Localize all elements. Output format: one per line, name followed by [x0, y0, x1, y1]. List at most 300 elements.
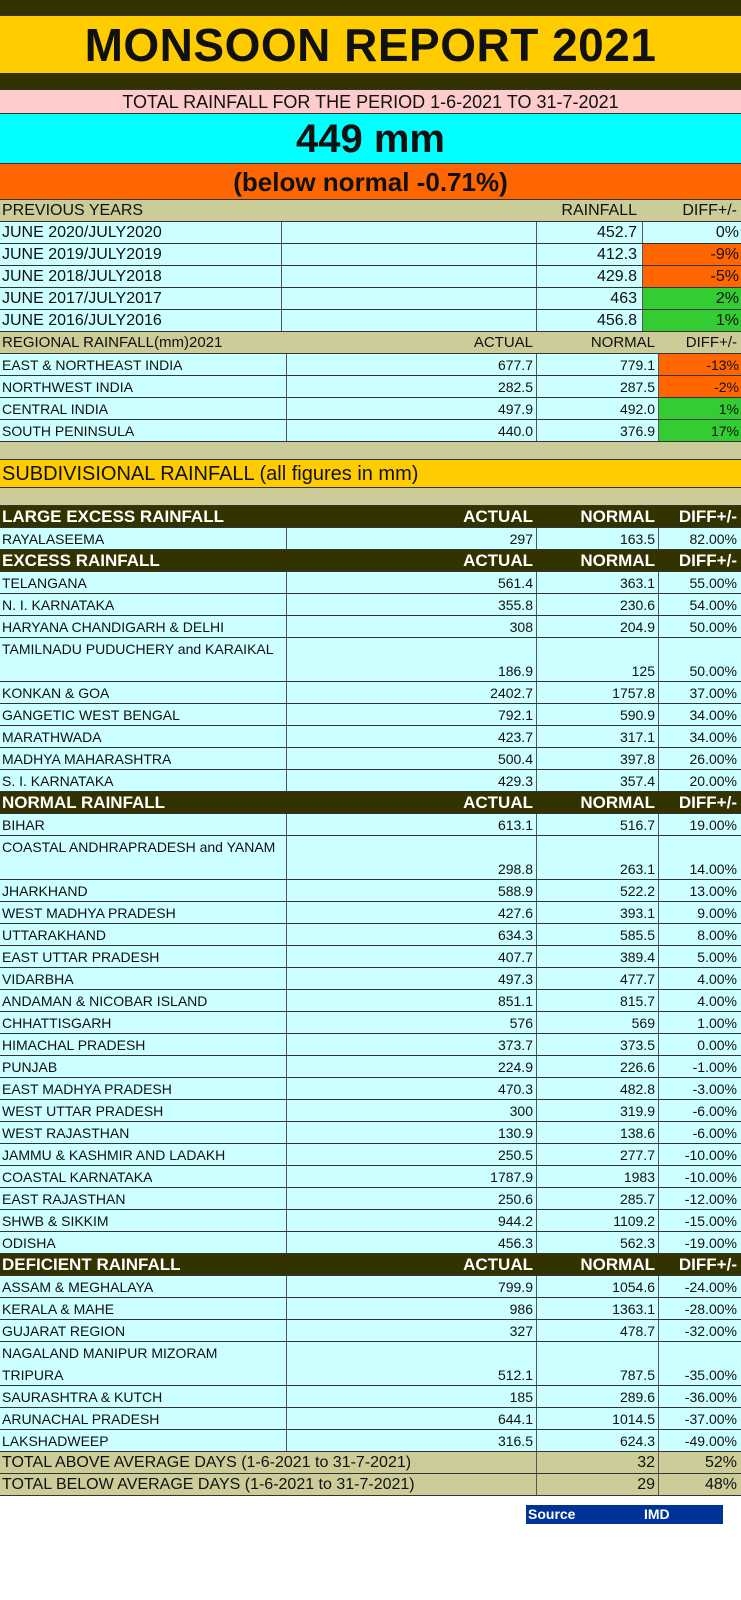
actual-value: 588.9 — [497, 883, 533, 899]
cell-divider — [536, 244, 537, 265]
subdivision-row — [0, 924, 741, 946]
diff-value: -37.00% — [684, 1411, 737, 1427]
cell-divider — [536, 836, 537, 879]
subdivision-row — [0, 1210, 741, 1232]
cell-divider — [536, 1408, 537, 1429]
cell-divider — [658, 1408, 659, 1429]
normal-value: 285.7 — [619, 1191, 655, 1207]
actual-column-header: ACTUAL — [473, 334, 533, 351]
cell-divider — [536, 1012, 537, 1033]
cell-divider — [286, 836, 287, 879]
diff-value: -1.00% — [692, 1059, 737, 1075]
cell-divider — [286, 1342, 287, 1385]
normal-column-header: NORMAL — [580, 1255, 655, 1274]
subdivision-row — [0, 1144, 741, 1166]
cell-divider — [658, 814, 659, 835]
cell-divider — [658, 924, 659, 945]
group-header — [0, 792, 741, 814]
actual-column-header: ACTUAL — [463, 793, 533, 812]
cell-divider — [658, 594, 659, 615]
diff-value: 34.00% — [689, 729, 737, 745]
diff-value: -36.00% — [684, 1389, 737, 1405]
normal-value: 516.7 — [619, 817, 655, 833]
subdivision-row — [0, 1100, 741, 1122]
actual-value: 130.9 — [497, 1125, 533, 1141]
regional-row — [0, 420, 741, 442]
cell-divider — [536, 726, 537, 747]
normal-column-header: NORMAL — [580, 551, 655, 570]
normal-value: 492.0 — [619, 401, 655, 417]
rainfall-value: 412.3 — [596, 246, 637, 263]
total-days-percent: 52% — [704, 1454, 737, 1471]
cell-divider — [286, 1188, 287, 1209]
actual-value: 470.3 — [497, 1081, 533, 1097]
cell-divider — [286, 1166, 287, 1187]
subdivision-label: KERALA & MAHE — [2, 1301, 115, 1317]
subdivision-row — [0, 594, 741, 616]
cell-divider — [658, 420, 659, 441]
normal-value: 319.9 — [619, 1103, 655, 1119]
total-days-count: 29 — [637, 1476, 655, 1493]
actual-value: 644.1 — [497, 1411, 533, 1427]
subdivision-row — [0, 1386, 741, 1408]
cell-divider — [286, 398, 287, 419]
cell-divider — [286, 572, 287, 593]
cell-divider — [536, 1166, 537, 1187]
cell-divider — [286, 1430, 287, 1451]
cell-divider — [658, 376, 659, 397]
diff-value: 37.00% — [689, 685, 737, 701]
subdivision-row — [0, 1122, 741, 1144]
cell-divider — [536, 1144, 537, 1165]
normal-value: 624.3 — [619, 1433, 655, 1449]
cell-divider — [286, 1320, 287, 1341]
normal-value: 562.3 — [619, 1235, 655, 1251]
diff-value: 8.00% — [697, 927, 737, 943]
cell-divider — [536, 222, 537, 243]
cell-divider — [286, 1034, 287, 1055]
subdivision-label: ODISHA — [2, 1235, 56, 1251]
subdivision-row — [0, 814, 741, 836]
previous-years-header — [0, 200, 741, 222]
cell-divider — [536, 682, 537, 703]
cell-divider — [286, 1144, 287, 1165]
totals-rows — [0, 1452, 741, 1496]
subdivision-label: BIHAR — [2, 817, 45, 833]
cell-divider — [286, 1056, 287, 1077]
subdivision-label: ARUNACHAL PRADESH — [2, 1411, 160, 1427]
normal-value: 779.1 — [619, 357, 655, 373]
cell-divider — [536, 1474, 537, 1495]
normal-value: 585.5 — [619, 927, 655, 943]
subdivision-label: ANDAMAN & NICOBAR ISLAND — [2, 993, 208, 1009]
normal-value: 376.9 — [619, 423, 655, 439]
cell-divider — [536, 968, 537, 989]
subdivision-label: JAMMU & KASHMIR AND LADAKH — [2, 1147, 226, 1163]
normal-value: 1363.1 — [612, 1301, 655, 1317]
actual-value: 250.5 — [497, 1147, 533, 1163]
actual-value: 297 — [509, 531, 533, 547]
normal-value: 393.1 — [619, 905, 655, 921]
total-days-label: TOTAL BELOW AVERAGE DAYS (1-6-2021 to 31-7-2021) — [2, 1476, 415, 1493]
cell-divider — [536, 1232, 537, 1253]
actual-value: 944.2 — [497, 1213, 533, 1229]
subdivision-label: ASSAM & MEGHALAYA — [2, 1279, 154, 1295]
cell-divider — [286, 704, 287, 725]
region-label: EAST & NORTHEAST INDIA — [2, 357, 183, 373]
subdivision-row — [0, 880, 741, 902]
regional-row — [0, 354, 741, 376]
normal-value: 287.5 — [619, 379, 655, 395]
previous-years-rows — [0, 222, 741, 332]
cell-divider — [658, 528, 659, 549]
total-days-row — [0, 1474, 741, 1496]
subdivision-label: EAST MADHYA PRADESH — [2, 1081, 172, 1097]
actual-value: 407.7 — [497, 949, 533, 965]
subdivision-row — [0, 1188, 741, 1210]
actual-value: 851.1 — [497, 993, 533, 1009]
subdivision-label: KONKAN & GOA — [2, 685, 110, 701]
actual-value: 316.5 — [497, 1433, 533, 1449]
cell-divider — [536, 1452, 537, 1473]
cell-divider — [658, 946, 659, 967]
region-label: SOUTH PENINSULA — [2, 423, 135, 439]
subdivision-label: WEST UTTAR PRADESH — [2, 1103, 164, 1119]
normal-value: 226.6 — [619, 1059, 655, 1075]
normal-value: 363.1 — [619, 575, 655, 591]
cell-divider — [642, 310, 643, 331]
cell-divider — [286, 902, 287, 923]
subdivision-label: S. I. KARNATAKA — [2, 773, 114, 789]
normal-value: 787.5 — [619, 1367, 655, 1383]
diff-value: -3.00% — [692, 1081, 737, 1097]
rainfall-value: 429.8 — [596, 268, 637, 285]
subdivision-label: HIMACHAL PRADESH — [2, 1037, 146, 1053]
cell-divider — [281, 288, 282, 309]
actual-value: 799.9 — [497, 1279, 533, 1295]
group-heading: EXCESS RAINFALL — [2, 551, 160, 570]
subdivision-label: HARYANA CHANDIGARH & DELHI — [2, 619, 224, 635]
actual-value: 327 — [509, 1323, 533, 1339]
actual-value: 373.7 — [497, 1037, 533, 1053]
subdivision-row — [0, 1430, 741, 1452]
previous-year-row — [0, 222, 741, 244]
subdivision-row — [0, 770, 741, 792]
normal-value: 373.5 — [619, 1037, 655, 1053]
actual-value: 429.3 — [497, 773, 533, 789]
subdivision-label: SHWB & SIKKIM — [2, 1213, 109, 1229]
diff-value: 1% — [658, 398, 741, 419]
group-heading: DEFICIENT RAINFALL — [2, 1255, 181, 1274]
cell-divider — [536, 398, 537, 419]
cell-divider — [286, 748, 287, 769]
subdivision-row — [0, 1166, 741, 1188]
cell-divider — [536, 1298, 537, 1319]
subdivision-row — [0, 572, 741, 594]
subdivision-row — [0, 1320, 741, 1342]
cell-divider — [536, 420, 537, 441]
cell-divider — [286, 1210, 287, 1231]
subdivision-row — [0, 902, 741, 924]
cell-divider — [536, 572, 537, 593]
normal-value: 389.4 — [619, 949, 655, 965]
diff-value: 20.00% — [689, 773, 737, 789]
subdivision-label: N. I. KARNATAKA — [2, 597, 115, 613]
actual-value: 440.0 — [497, 423, 533, 439]
dark-band — [0, 74, 741, 90]
cell-divider — [536, 288, 537, 309]
cell-divider — [658, 572, 659, 593]
cell-divider — [286, 814, 287, 835]
cell-divider — [536, 1210, 537, 1231]
diff-column-header: DIFF+/- — [685, 334, 737, 351]
cell-divider — [536, 528, 537, 549]
group-heading: NORMAL RAINFALL — [2, 793, 166, 812]
diff-value: 9.00% — [697, 905, 737, 921]
year-label: JUNE 2017/JULY2017 — [2, 290, 162, 307]
diff-value: -32.00% — [684, 1323, 737, 1339]
normal-value: 815.7 — [619, 993, 655, 1009]
subdivision-label: MARATHWADA — [2, 729, 102, 745]
actual-value: 500.4 — [497, 751, 533, 767]
cell-divider — [658, 1232, 659, 1253]
cell-divider — [536, 880, 537, 901]
cell-divider — [286, 682, 287, 703]
total-days-percent: 48% — [704, 1476, 737, 1493]
diff-value: -28.00% — [684, 1301, 737, 1317]
cell-divider — [658, 748, 659, 769]
cell-divider — [286, 1408, 287, 1429]
normal-value: 125 — [631, 663, 655, 679]
subdivision-label: GANGETIC WEST BENGAL — [2, 707, 180, 723]
normal-value: 289.6 — [619, 1389, 655, 1405]
normal-value: 569 — [631, 1015, 655, 1031]
diff-value: -35.00% — [684, 1367, 737, 1383]
normal-value: 230.6 — [619, 597, 655, 613]
normal-value: 263.1 — [619, 861, 655, 877]
diff-value: -10.00% — [684, 1169, 737, 1185]
actual-value: 497.3 — [497, 971, 533, 987]
cell-divider — [286, 1122, 287, 1143]
cell-divider — [536, 704, 537, 725]
diff-value: 34.00% — [689, 707, 737, 723]
diff-value: -24.00% — [684, 1279, 737, 1295]
subdivision-row — [0, 682, 741, 704]
cell-divider — [658, 682, 659, 703]
regional-rows — [0, 354, 741, 442]
cell-divider — [281, 266, 282, 287]
cell-divider — [536, 1034, 537, 1055]
diff-value: -9% — [642, 244, 741, 265]
cell-divider — [658, 968, 659, 989]
year-label: JUNE 2020/JULY2020 — [2, 224, 162, 241]
subdivision-label: GUJARAT REGION — [2, 1323, 126, 1339]
group-header — [0, 550, 741, 572]
subdivision-label: VIDARBHA — [2, 971, 74, 987]
previous-year-row — [0, 288, 741, 310]
previous-years-heading: PREVIOUS YEARS — [2, 202, 144, 219]
cell-divider — [658, 990, 659, 1011]
cell-divider — [536, 1320, 537, 1341]
cell-divider — [286, 594, 287, 615]
subdivision-label: MADHYA MAHARASHTRA — [2, 751, 172, 767]
cell-divider — [536, 638, 537, 681]
cell-divider — [536, 1342, 537, 1385]
diff-value: 26.00% — [689, 751, 737, 767]
previous-year-row — [0, 310, 741, 332]
actual-value: 634.3 — [497, 927, 533, 943]
cell-divider — [658, 638, 659, 681]
cell-divider — [536, 1078, 537, 1099]
actual-value: 561.4 — [497, 575, 533, 591]
subdivision-row — [0, 1056, 741, 1078]
normal-value: 1014.5 — [612, 1411, 655, 1427]
normal-value: 478.7 — [619, 1323, 655, 1339]
subdivision-row — [0, 1408, 741, 1430]
actual-value: 186.9 — [497, 663, 533, 679]
cell-divider — [281, 222, 282, 243]
diff-column-header: DIFF+/- — [678, 551, 737, 570]
subdivision-label: EAST RAJASTHAN — [2, 1191, 126, 1207]
subdivision-label: TAMILNADU PUDUCHERY and KARAIKAL — [2, 641, 274, 657]
cell-divider — [658, 902, 659, 923]
rainfall-column-header: RAINFALL — [561, 202, 637, 219]
group-heading: LARGE EXCESS RAINFALL — [2, 507, 224, 526]
cell-divider — [286, 880, 287, 901]
subdivisional-title: SUBDIVISIONAL RAINFALL (all figures in mm) — [2, 463, 419, 485]
regional-heading: REGIONAL RAINFALL(mm)2021 — [2, 334, 223, 351]
cell-divider — [658, 1100, 659, 1121]
actual-value: 308 — [509, 619, 533, 635]
cell-divider — [658, 616, 659, 637]
cell-divider — [536, 1100, 537, 1121]
cell-divider — [286, 726, 287, 747]
cell-divider — [658, 704, 659, 725]
cell-divider — [658, 1056, 659, 1077]
spacer — [0, 488, 741, 506]
regional-header — [0, 332, 741, 354]
regional-row — [0, 376, 741, 398]
subdivision-row — [0, 1232, 741, 1254]
subdivision-label: PUNJAB — [2, 1059, 58, 1075]
cell-divider — [658, 726, 659, 747]
cell-divider — [286, 528, 287, 549]
diff-value: -5% — [642, 266, 741, 287]
cell-divider — [658, 1188, 659, 1209]
actual-value: 613.1 — [497, 817, 533, 833]
subdivision-label: EAST UTTAR PRADESH — [2, 949, 160, 965]
cell-divider — [658, 1034, 659, 1055]
normal-value: 522.2 — [619, 883, 655, 899]
subdivision-label: WEST RAJASTHAN — [2, 1125, 130, 1141]
cell-divider — [286, 1232, 287, 1253]
subdivisional-groups — [0, 506, 741, 1452]
subdivision-row — [0, 990, 741, 1012]
cell-divider — [286, 990, 287, 1011]
cell-divider — [536, 1056, 537, 1077]
cell-divider — [286, 1012, 287, 1033]
subdivision-row — [0, 1078, 741, 1100]
cell-divider — [642, 288, 643, 309]
cell-divider — [658, 1474, 659, 1495]
cell-divider — [658, 1166, 659, 1187]
diff-column-header: DIFF+/- — [678, 793, 737, 812]
actual-column-header: ACTUAL — [463, 551, 533, 570]
subdivision-row — [0, 638, 741, 682]
actual-value: 300 — [509, 1103, 533, 1119]
actual-value: 250.6 — [497, 1191, 533, 1207]
cell-divider — [658, 1386, 659, 1407]
cell-divider — [286, 1100, 287, 1121]
cell-divider — [658, 1452, 659, 1473]
actual-value: 185 — [509, 1389, 533, 1405]
diff-value: 1% — [642, 310, 741, 331]
normal-value: 1109.2 — [613, 1213, 655, 1229]
subdivision-row — [0, 748, 741, 770]
rainfall-value: 456.8 — [596, 312, 637, 329]
cell-divider — [536, 924, 537, 945]
actual-value: 456.3 — [497, 1235, 533, 1251]
actual-value: 986 — [509, 1301, 533, 1317]
diff-value: 0% — [715, 224, 739, 241]
diff-value: 4.00% — [697, 971, 737, 987]
normal-column-header: NORMAL — [580, 507, 655, 526]
subdivision-row — [0, 968, 741, 990]
diff-value: 54.00% — [689, 597, 737, 613]
diff-value: 82.00% — [689, 531, 737, 547]
cell-divider — [536, 1276, 537, 1297]
source-label: Source — [528, 1506, 576, 1522]
normal-value: 477.7 — [619, 971, 655, 987]
diff-value: 19.00% — [689, 817, 737, 833]
rainfall-value: 463 — [610, 290, 637, 307]
cell-divider — [536, 594, 537, 615]
year-label: JUNE 2018/JULY2018 — [2, 268, 162, 285]
subdivision-row — [0, 1276, 741, 1298]
previous-year-row — [0, 266, 741, 288]
cell-divider — [286, 770, 287, 791]
normal-value: 138.6 — [619, 1125, 655, 1141]
cell-divider — [658, 1012, 659, 1033]
total-rainfall-note: (below normal -0.71%) — [0, 164, 741, 200]
actual-value: 282.5 — [497, 379, 533, 395]
normal-value: 204.9 — [619, 619, 655, 635]
cell-divider — [658, 398, 659, 419]
source-badge — [526, 1505, 723, 1524]
diff-value: 2% — [642, 288, 741, 309]
actual-value: 224.9 — [497, 1059, 533, 1075]
subdivision-label: NAGALAND MANIPUR MIZORAM TRIPURA — [2, 1345, 218, 1383]
subdivision-label: WEST MADHYA PRADESH — [2, 905, 176, 921]
subdivision-row — [0, 1012, 741, 1034]
cell-divider — [658, 1210, 659, 1231]
cell-divider — [536, 1386, 537, 1407]
normal-value: 163.5 — [619, 531, 655, 547]
subdivisional-heading — [0, 460, 741, 488]
year-label: JUNE 2019/JULY2019 — [2, 246, 162, 263]
cell-divider — [281, 244, 282, 265]
subdivision-row — [0, 946, 741, 968]
actual-value: 423.7 — [497, 729, 533, 745]
rainfall-value: 452.7 — [596, 224, 637, 241]
cell-divider — [536, 310, 537, 331]
subdivision-row — [0, 726, 741, 748]
actual-column-header: ACTUAL — [463, 1255, 533, 1274]
normal-value: 317.1 — [619, 729, 655, 745]
period-text: TOTAL RAINFALL FOR THE PERIOD 1-6-2021 TO 31-7-2021 — [0, 90, 741, 114]
cell-divider — [658, 1342, 659, 1385]
diff-value: 50.00% — [689, 663, 737, 679]
